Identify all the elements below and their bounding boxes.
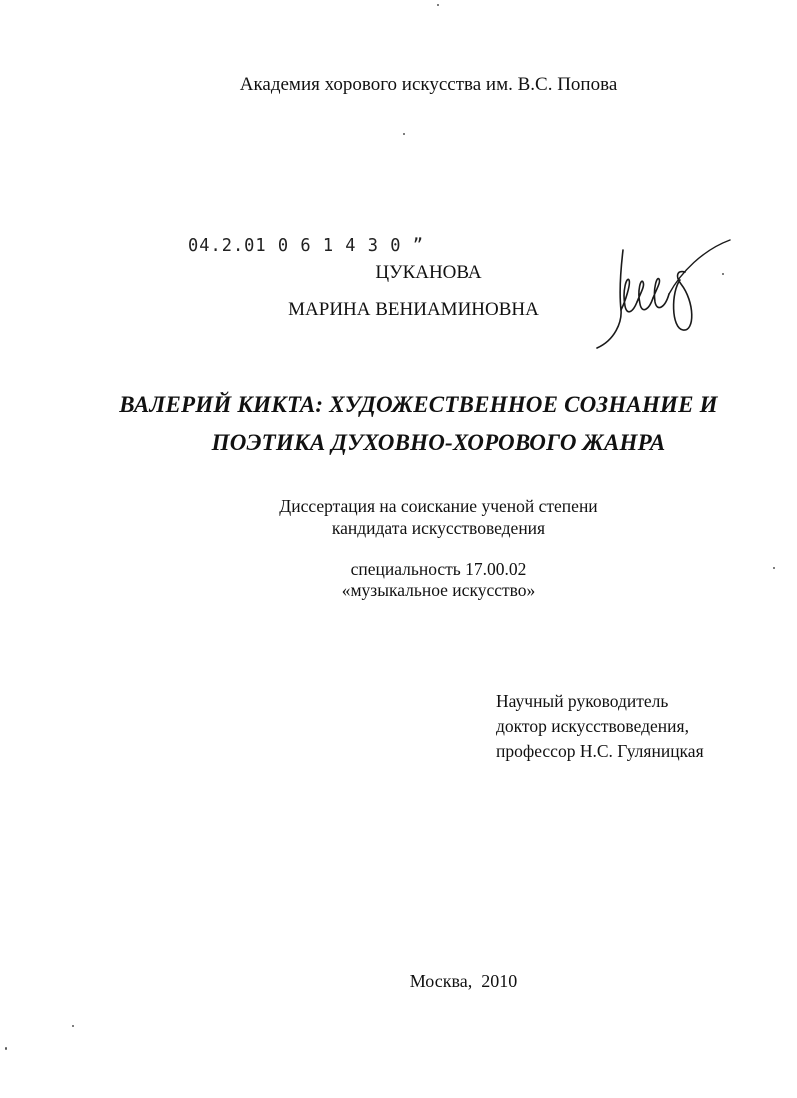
scan-speck <box>437 4 439 6</box>
author-given-names: МАРИНА ВЕНИАМИНОВНА <box>288 299 539 320</box>
supervisor-name: профессор Н.С. Гуляницкая <box>496 741 704 761</box>
scan-speck <box>5 1047 7 1050</box>
city-and-year: Москва, 2010 <box>409 971 518 991</box>
degree-statement-line-1: Диссертация на соискание ученой степени <box>279 496 598 516</box>
degree-statement-line-2: кандидата искусствоведения <box>331 518 546 538</box>
dissertation-title-line-1: ВАЛЕРИЙ КИКТА: ХУДОЖЕСТВЕННОЕ СОЗНАНИЕ И <box>119 392 718 417</box>
scan-speck <box>403 133 405 135</box>
scan-speck <box>722 273 724 275</box>
supervisor-heading: Научный руководитель <box>496 691 669 711</box>
scan-speck <box>773 567 775 569</box>
author-signature <box>585 232 735 352</box>
institution-name: Академия хорового искусства им. В.С. Попова <box>239 74 618 95</box>
specialty-code: специальность 17.00.02 <box>350 559 527 579</box>
dissertation-title-line-2: ПОЭТИКА ДУХОВНО-ХОРОВОГО ЖАНРА <box>211 430 666 455</box>
specialty-name: «музыкальное искусство» <box>341 580 536 600</box>
registration-stamp: 04.2.01 0 6 1 4 3 0 ˮ <box>188 235 424 257</box>
scan-speck <box>72 1025 74 1027</box>
supervisor-degree: доктор искусствоведения, <box>496 716 689 736</box>
author-surname: ЦУКАНОВА <box>375 262 482 283</box>
